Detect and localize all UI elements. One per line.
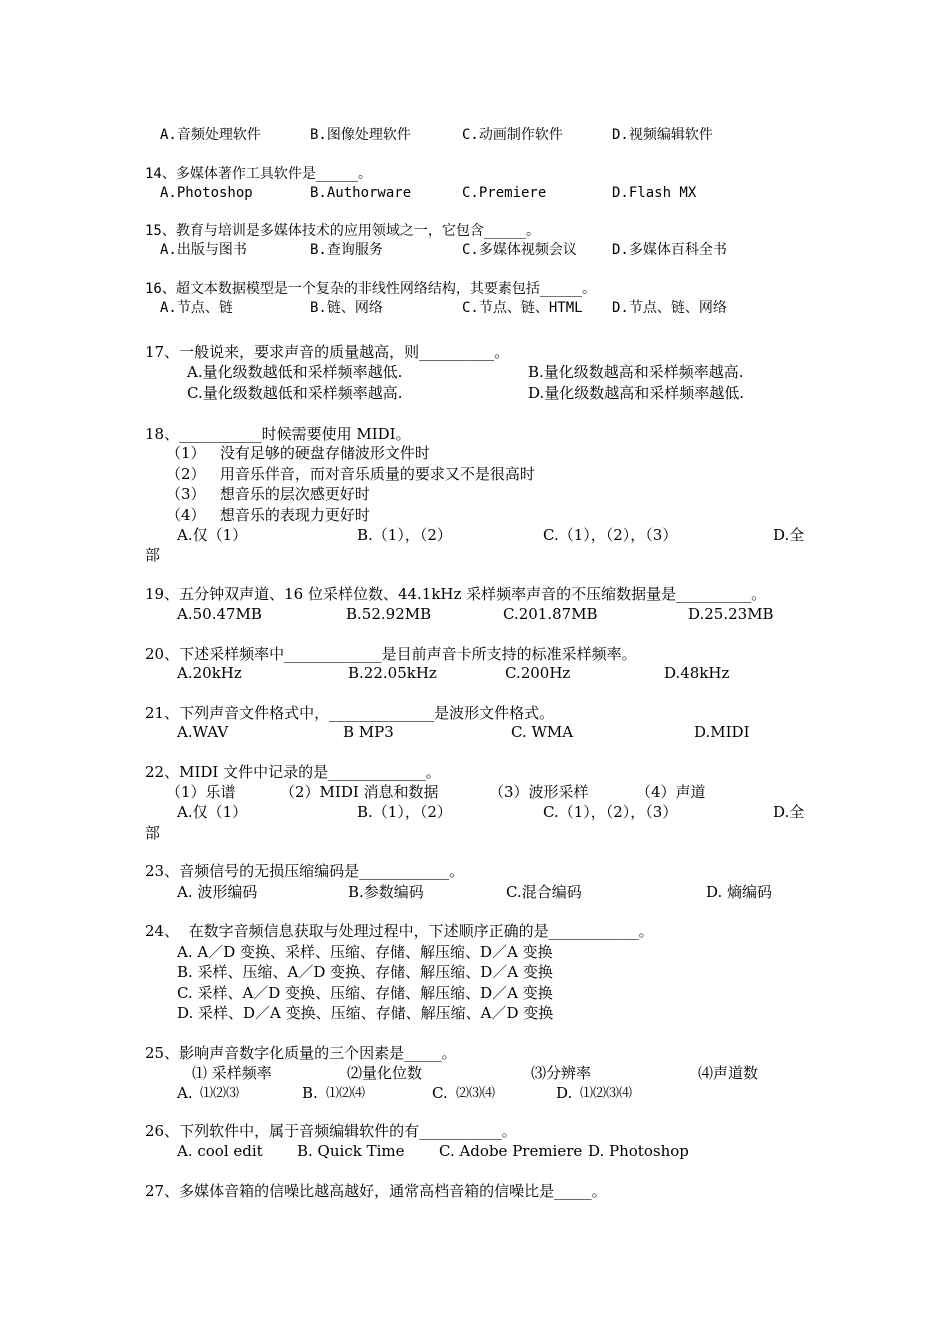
q18-option-c: C.（1），（2），（3） (543, 526, 678, 544)
q24-option-d: D. 采样、D／A 变换、压缩、存储、解压缩、A／D 变换 (177, 1004, 554, 1022)
q26-option-b: B. Quick Time (297, 1142, 405, 1160)
q17-option-a: A.量化级数越低和采样频率越低. (187, 363, 403, 381)
q20-option-a: A.20kHz (177, 664, 242, 682)
q17-option-c: C.量化级数越低和采样频率越高. (187, 384, 403, 402)
q18-item-1: （1） 没有足够的硬盘存储波形文件时 (166, 444, 430, 462)
q25-stem: 25、影响声音数字化质量的三个因素是_____。 (145, 1044, 457, 1062)
q14-option-c: C.Premiere (462, 185, 547, 201)
q18-option-b: B.（1），（2） (357, 526, 452, 544)
q23-option-a: A. 波形编码 (177, 883, 258, 901)
q15-stem: 15、教育与培训是多媒体技术的应用领域之一，它包含_____。 (145, 223, 540, 239)
q25-option-d-label: D. (556, 1084, 573, 1102)
q18-stem: 18、___________时候需要使用 MIDI。 (145, 425, 411, 443)
q22-stem: 22、MIDI 文件中记录的是_____________。 (145, 763, 441, 781)
q21-option-c: C. WMA (511, 723, 574, 741)
q17-option-d: D.量化级数越高和采样频率越低. (528, 384, 745, 402)
q22-item-1: （1）乐谱 (166, 783, 236, 801)
q20-option-d: D.48kHz (664, 664, 730, 682)
q18-option-d-wrap: 部 (145, 546, 161, 564)
q25-item-3: ⑶分辨率 (531, 1064, 592, 1082)
q16-option-c: C.节点、链、HTML (462, 300, 583, 316)
q14-option-b: B.Authorware (310, 185, 412, 201)
q26-option-d: D. Photoshop (588, 1142, 689, 1160)
q15-option-b: B.查询服务 (310, 242, 383, 258)
q16-option-d: D.节点、链、网络 (612, 300, 727, 316)
q22-option-c: C.（1），（2），（3） (543, 803, 678, 821)
q25-option-a-label: A. (177, 1084, 193, 1102)
q25-item-1: ⑴ 采样频率 (192, 1064, 272, 1082)
q19-option-d: D.25.23MB (688, 605, 774, 623)
q21-option-b: B MP3 (343, 723, 394, 741)
q16-option-a: A.节点、链 (160, 300, 233, 316)
q24-stem: 24、 在数字音频信息获取与处理过程中，下述顺序正确的是____________。 (145, 922, 654, 940)
q24-option-c: C. 采样、A／D 变换、压缩、存储、解压缩、D／A 变换 (177, 984, 553, 1002)
q23-option-d: D. 熵编码 (706, 883, 773, 901)
q19-stem: 19、五分钟双声道、16 位采样位数、44.1kHz 采样频率声音的不压缩数据量是__________。 (145, 585, 767, 603)
q22-option-a: A.仅（1） (177, 803, 248, 821)
q17-option-b: B.量化级数越高和采样频率越高. (528, 363, 744, 381)
q22-item-4: （4）声道 (636, 783, 706, 801)
q22-option-b: B.（1），（2） (357, 803, 452, 821)
q25-option-b-value: ⑴⑵⑷ (326, 1086, 366, 1101)
q23-stem: 23、音频信号的无损压缩编码是____________。 (145, 862, 465, 880)
q14-option-d: D.Flash MX (612, 185, 697, 201)
q13-option-b: B.图像处理软件 (310, 127, 411, 143)
q14-option-a: A.Photoshop (160, 185, 253, 201)
q22-option-d-wrap: 部 (145, 824, 161, 842)
q15-option-d: D.多媒体百科全书 (612, 242, 727, 258)
q17-stem: 17、一般说来，要求声音的质量越高，则__________。 (145, 343, 510, 361)
q18-item-4: （4） 想音乐的表现力更好时 (166, 506, 370, 524)
q22-item-2: （2）MIDI 消息和数据 (280, 783, 439, 801)
q24-option-b: B. 采样、压缩、A／D 变换、存储、解压缩、D／A 变换 (177, 963, 553, 981)
q19-option-a: A.50.47MB (177, 605, 262, 623)
q19-option-c: C.201.87MB (503, 605, 598, 623)
q21-stem: 21、下列声音文件格式中，______________是波形文件格式。 (145, 704, 555, 722)
q14-stem: 14、多媒体著作工具软件是_____。 (145, 166, 373, 182)
q20-stem: 20、下述采样频率中_____________是目前声音卡所支持的标准采样频率。 (145, 645, 637, 663)
q26-option-c: C. Adobe Premiere (439, 1142, 583, 1160)
q25-item-4: ⑷声道数 (698, 1064, 759, 1082)
q26-stem: 26、下列软件中，属于音频编辑软件的有___________。 (145, 1122, 517, 1140)
q25-option-c-label: C. (432, 1084, 448, 1102)
q24-option-a: A. A／D 变换、采样、压缩、存储、解压缩、D／A 变换 (177, 943, 553, 961)
q23-option-c: C.混合编码 (506, 883, 582, 901)
q21-option-a: A.WAV (177, 723, 229, 741)
q16-option-b: B.链、网络 (310, 300, 383, 316)
q27-stem: 27、多媒体音箱的信噪比越高越好，通常高档音箱的信噪比是_____。 (145, 1182, 607, 1200)
q16-stem: 16、超文本数据模型是一个复杂的非线性网络结构，其要素包括_____。 (145, 281, 596, 297)
q21-option-d: D.MIDI (694, 723, 750, 741)
q15-option-c: C.多媒体视频会议 (462, 242, 577, 258)
q15-option-a: A.出版与图书 (160, 242, 247, 258)
q25-option-c-value: ⑵⑶⑷ (456, 1086, 496, 1101)
q26-option-a: A. cool edit (177, 1142, 263, 1160)
q22-item-3: （3）波形采样 (489, 783, 589, 801)
q19-option-b: B.52.92MB (346, 605, 432, 623)
q25-option-d-value: ⑴⑵⑶⑷ (580, 1086, 633, 1101)
q13-option-c: C.动画制作软件 (462, 127, 563, 143)
q23-option-b: B.参数编码 (348, 883, 424, 901)
q25-option-b-label: B. (302, 1084, 318, 1102)
q18-option-a: A.仅（1） (177, 526, 248, 544)
q20-option-c: C.200Hz (505, 664, 571, 682)
q25-option-a-value: ⑴⑵⑶ (200, 1086, 240, 1101)
q13-option-a: A.音频处理软件 (160, 127, 261, 143)
q18-option-d: D.全 (773, 526, 805, 544)
q13-option-d: D.视频编辑软件 (612, 127, 713, 143)
q22-option-d: D.全 (773, 803, 805, 821)
q20-option-b: B.22.05kHz (348, 664, 437, 682)
q18-item-3: （3） 想音乐的层次感更好时 (166, 485, 370, 503)
q25-item-2: ⑵量化位数 (347, 1064, 423, 1082)
q18-item-2: （2） 用音乐伴音，而对音乐质量的要求又不是很高时 (166, 465, 535, 483)
